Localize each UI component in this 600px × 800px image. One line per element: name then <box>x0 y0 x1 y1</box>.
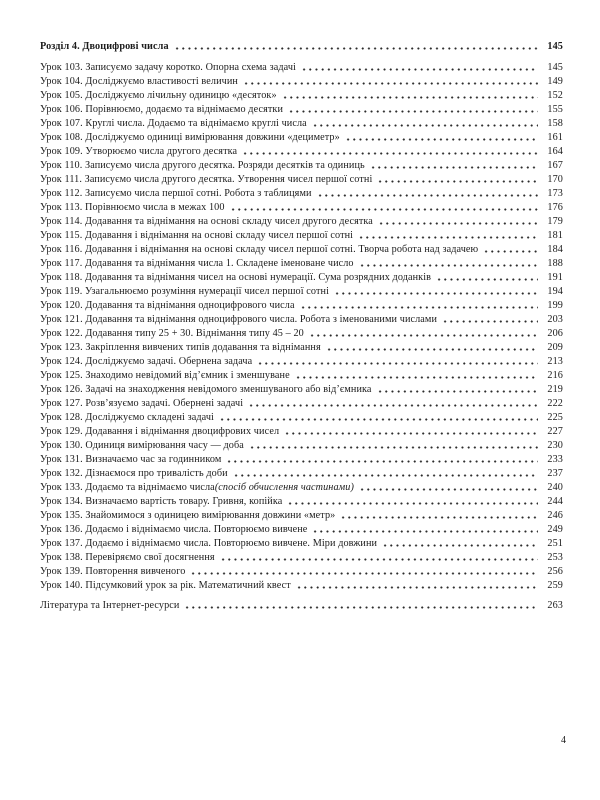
dot-leader <box>174 44 538 53</box>
dot-leader <box>377 387 538 396</box>
toc-entry-page: 206 <box>547 328 563 339</box>
toc-entry-label-italic: (спосіб обчислення частинами) <box>214 482 354 493</box>
toc-entry-label: Урок 111. Записуємо числа другого десятка. Утворення чисел першої сотні <box>40 174 373 185</box>
dot-leader <box>377 177 538 186</box>
toc-entry <box>40 89 563 103</box>
toc-entry-label: Урок 136. Додаємо і віднімаємо числа. Повторюємо вивчене <box>40 524 308 535</box>
toc-entry-label: Урок 110. Записуємо числа другого десятка. Розряди десятків та одиниць <box>40 160 365 171</box>
bibliography-label: Література та Інтернет-ресурси <box>40 600 180 611</box>
toc-entry <box>40 509 563 523</box>
toc-entry <box>40 215 563 229</box>
toc-entry <box>40 229 563 243</box>
dot-leader <box>257 359 538 368</box>
toc-entry-label: Урок 117. Додавання та віднімання числа 1. Складене іменоване число <box>40 258 354 269</box>
toc-entry-label: Урок 116. Додавання і віднімання на основі складу чисел першої сотні. Творча робота над задачею <box>40 244 479 255</box>
toc-entry <box>40 551 563 565</box>
toc-entry <box>40 131 563 145</box>
dot-leader <box>248 401 538 410</box>
dot-leader <box>230 205 538 214</box>
toc-entry-page: 209 <box>547 342 563 353</box>
toc-entry-page: 222 <box>547 398 563 409</box>
dot-leader <box>295 373 538 382</box>
dot-leader <box>317 191 538 200</box>
dot-leader <box>436 275 538 284</box>
toc-entry-page: 155 <box>547 104 563 115</box>
toc-entry-page: 188 <box>547 258 563 269</box>
dot-leader <box>359 485 538 494</box>
toc-entry-label: Урок 139. Повторення вивченого <box>40 566 186 577</box>
toc-entry-label: Урок 122. Додавання типу 25 + 30. Віднімання типу 45 – 20 <box>40 328 304 339</box>
toc-entry <box>40 271 563 285</box>
toc-entry <box>40 145 563 159</box>
dot-leader <box>296 583 538 592</box>
toc-entry <box>40 61 563 75</box>
dot-leader <box>312 527 538 536</box>
toc-entry-page: 184 <box>547 244 563 255</box>
toc-entry <box>40 299 563 313</box>
dot-leader <box>378 219 538 228</box>
toc-entry <box>40 425 563 439</box>
dot-leader <box>243 79 538 88</box>
toc-entry <box>40 117 563 131</box>
toc-entry-label: Урок 115. Додавання і віднімання на основі складу чисел першої сотні <box>40 230 354 241</box>
toc-entry-page: 176 <box>547 202 563 213</box>
dot-leader <box>288 107 538 116</box>
toc-entry-page: 161 <box>547 132 563 143</box>
dot-leader <box>340 513 538 522</box>
toc-entry-page: 181 <box>547 230 563 241</box>
toc-entry <box>40 257 563 271</box>
dot-leader <box>249 443 538 452</box>
toc-entry <box>40 537 563 551</box>
toc-entry <box>40 439 563 453</box>
toc-entry <box>40 481 563 495</box>
toc-entry <box>40 243 563 257</box>
toc-entry-page: 216 <box>547 370 563 381</box>
dot-leader <box>382 541 538 550</box>
toc-entry-page: 240 <box>547 482 563 493</box>
toc-entry-page: 145 <box>547 62 563 73</box>
toc-entry-label: Урок 140. Підсумковий урок за рік. Математичний квест <box>40 580 291 591</box>
toc-entry-page: 233 <box>547 454 563 465</box>
dot-leader <box>312 121 538 130</box>
toc-entry-page: 191 <box>547 272 563 283</box>
toc-entry-label: Урок 124. Досліджуємо задачі. Обернена задача <box>40 356 253 367</box>
toc-entry-label: Урок 126. Задачі на знаходження невідомого зменшуваного або від’ємника <box>40 384 372 395</box>
toc-entry <box>40 173 563 187</box>
toc-entry-label: Урок 131. Визначаємо час за годинником <box>40 454 222 465</box>
toc-entry <box>40 579 563 593</box>
toc-entry-page: 259 <box>547 580 563 591</box>
toc-entry-label: Урок 103. Записуємо задачу коротко. Опорна схема задачі <box>40 62 296 73</box>
toc-entry <box>40 341 563 355</box>
toc-entry <box>40 75 563 89</box>
toc-entry-label: Урок 121. Додавання та віднімання одноцифрового числа. Робота з іменованими числами <box>40 314 438 325</box>
toc-entry <box>40 411 563 425</box>
bibliography-page: 263 <box>547 600 563 611</box>
toc-entry <box>40 103 563 117</box>
dot-leader <box>309 331 538 340</box>
toc-entry-label: Урок 129. Додавання і віднімання двоцифрових чисел <box>40 426 280 437</box>
toc-entry <box>40 313 563 327</box>
toc-entry-page: 149 <box>547 76 563 87</box>
toc-entry-label: Урок 134. Визначаємо вартість товару. Гривня, копійка <box>40 496 283 507</box>
toc-entry-label: Урок 109. Утворюємо числа другого десятка <box>40 146 238 157</box>
toc-entry <box>40 467 563 481</box>
table-of-contents <box>40 40 563 613</box>
toc-entry-page: 237 <box>547 468 563 479</box>
toc-entry-label: Урок 125. Знаходимо невідомий від’ємник і зменшуване <box>40 370 290 381</box>
folio-page-number: 4 <box>561 735 566 746</box>
toc-entry <box>40 495 563 509</box>
toc-entry-page: 249 <box>547 524 563 535</box>
toc-entry <box>40 201 563 215</box>
toc-entry-page: 244 <box>547 496 563 507</box>
toc-entry-page: 251 <box>547 538 563 549</box>
toc-entry <box>40 369 563 383</box>
toc-entry-label: Урок 119. Узагальнюємо розуміння нумерації чисел першої сотні <box>40 286 329 297</box>
dot-leader <box>358 233 538 242</box>
dot-leader <box>334 289 538 298</box>
toc-entry-label: Урок 127. Розв’язуємо задачі. Обернені задачі <box>40 398 244 409</box>
dot-leader <box>282 93 538 102</box>
toc-entry <box>40 159 563 173</box>
toc-entry-page: 225 <box>547 412 563 423</box>
toc-entry <box>40 453 563 467</box>
toc-entry-page: 227 <box>547 426 563 437</box>
toc-entry-label: Урок 138. Перевіряємо свої досягнення <box>40 552 215 563</box>
dot-leader <box>233 471 538 480</box>
dot-leader <box>345 135 538 144</box>
toc-entry-label: Урок 113. Порівнюємо числа в межах 100 <box>40 202 225 213</box>
toc-entry <box>40 355 563 369</box>
toc-entry-label: Урок 132. Дізнаємося про тривалість доби <box>40 468 228 479</box>
toc-entry <box>40 523 563 537</box>
toc-entry-label: Урок 106. Порівнюємо, додаємо та віднімаємо десятки <box>40 104 284 115</box>
toc-entry-page: 173 <box>547 188 563 199</box>
toc-entry-label: Урок 118. Додавання та віднімання чисел на основі нумерації. Сума розрядних доданків <box>40 272 432 283</box>
dot-leader <box>326 345 538 354</box>
toc-entry-label: Урок 104. Досліджуємо властивості величин <box>40 76 238 87</box>
dot-leader <box>190 569 538 578</box>
toc-entry-page: 253 <box>547 552 563 563</box>
toc-entry-page: 158 <box>547 118 563 129</box>
toc-entry-page: 194 <box>547 286 563 297</box>
dot-leader <box>184 603 538 612</box>
toc-entry <box>40 565 563 579</box>
toc-entry <box>40 397 563 411</box>
dot-leader <box>226 457 538 466</box>
dot-leader <box>300 303 538 312</box>
toc-entry-page: 164 <box>547 146 563 157</box>
dot-leader <box>220 555 538 564</box>
toc-entry <box>40 187 563 201</box>
toc-entry-page: 256 <box>547 566 563 577</box>
dot-leader <box>242 149 538 158</box>
dot-leader <box>301 65 538 74</box>
toc-entry-label: Урок 133. Додаємо та віднімаємо числа <box>40 482 215 493</box>
toc-entry-label: Урок 114. Додавання та віднімання на основі складу чисел другого десятка <box>40 216 373 227</box>
bibliography-row <box>40 599 563 613</box>
dot-leader <box>442 317 538 326</box>
toc-entry-label: Урок 135. Знайомимося з одиницею вимірювання довжини «метр» <box>40 510 336 521</box>
toc-entry-label: Урок 130. Одиниця вимірювання часу — доба <box>40 440 244 451</box>
toc-entry <box>40 285 563 299</box>
toc-entry-page: 170 <box>547 174 563 185</box>
toc-entry-label: Урок 112. Записуємо числа першої сотні. Робота з таблицями <box>40 188 312 199</box>
toc-entry-page: 219 <box>547 384 563 395</box>
toc-entry-page: 213 <box>547 356 563 367</box>
toc-entry <box>40 327 563 341</box>
toc-entry-label: Урок 108. Досліджуємо одиниці вимірювання довжини «дециметр» <box>40 132 340 143</box>
toc-entry-label: Урок 128. Досліджуємо складені задачі <box>40 412 214 423</box>
dot-leader <box>483 247 538 256</box>
section-heading-row <box>40 40 563 54</box>
toc-entry-page: 167 <box>547 160 563 171</box>
dot-leader <box>370 163 538 172</box>
toc-entry-page: 199 <box>547 300 563 311</box>
dot-leader <box>287 499 538 508</box>
section-page-number: 145 <box>547 41 563 52</box>
toc-entry-label: Урок 137. Додаємо і віднімаємо числа. Повторюємо вивчене. Міри довжини <box>40 538 378 549</box>
toc-entry-page: 203 <box>547 314 563 325</box>
toc-entry-label: Урок 107. Круглі числа. Додаємо та віднімаємо круглі числа <box>40 118 307 129</box>
dot-leader <box>219 415 538 424</box>
dot-leader <box>284 429 538 438</box>
dot-leader <box>359 261 538 270</box>
toc-entry-label: Урок 120. Додавання та віднімання одноцифрового числа <box>40 300 295 311</box>
toc-entry-page: 230 <box>547 440 563 451</box>
toc-entry-page: 152 <box>547 90 563 101</box>
toc-entry-label: Урок 105. Досліджуємо лічильну одиницю «десяток» <box>40 90 277 101</box>
section-heading: Розділ 4. Двоцифрові числа <box>40 41 169 52</box>
toc-entry <box>40 383 563 397</box>
toc-entry-page: 246 <box>547 510 563 521</box>
toc-entry-page: 179 <box>547 216 563 227</box>
toc-entry-label: Урок 123. Закріплення вивчених типів додавання та віднімання <box>40 342 321 353</box>
